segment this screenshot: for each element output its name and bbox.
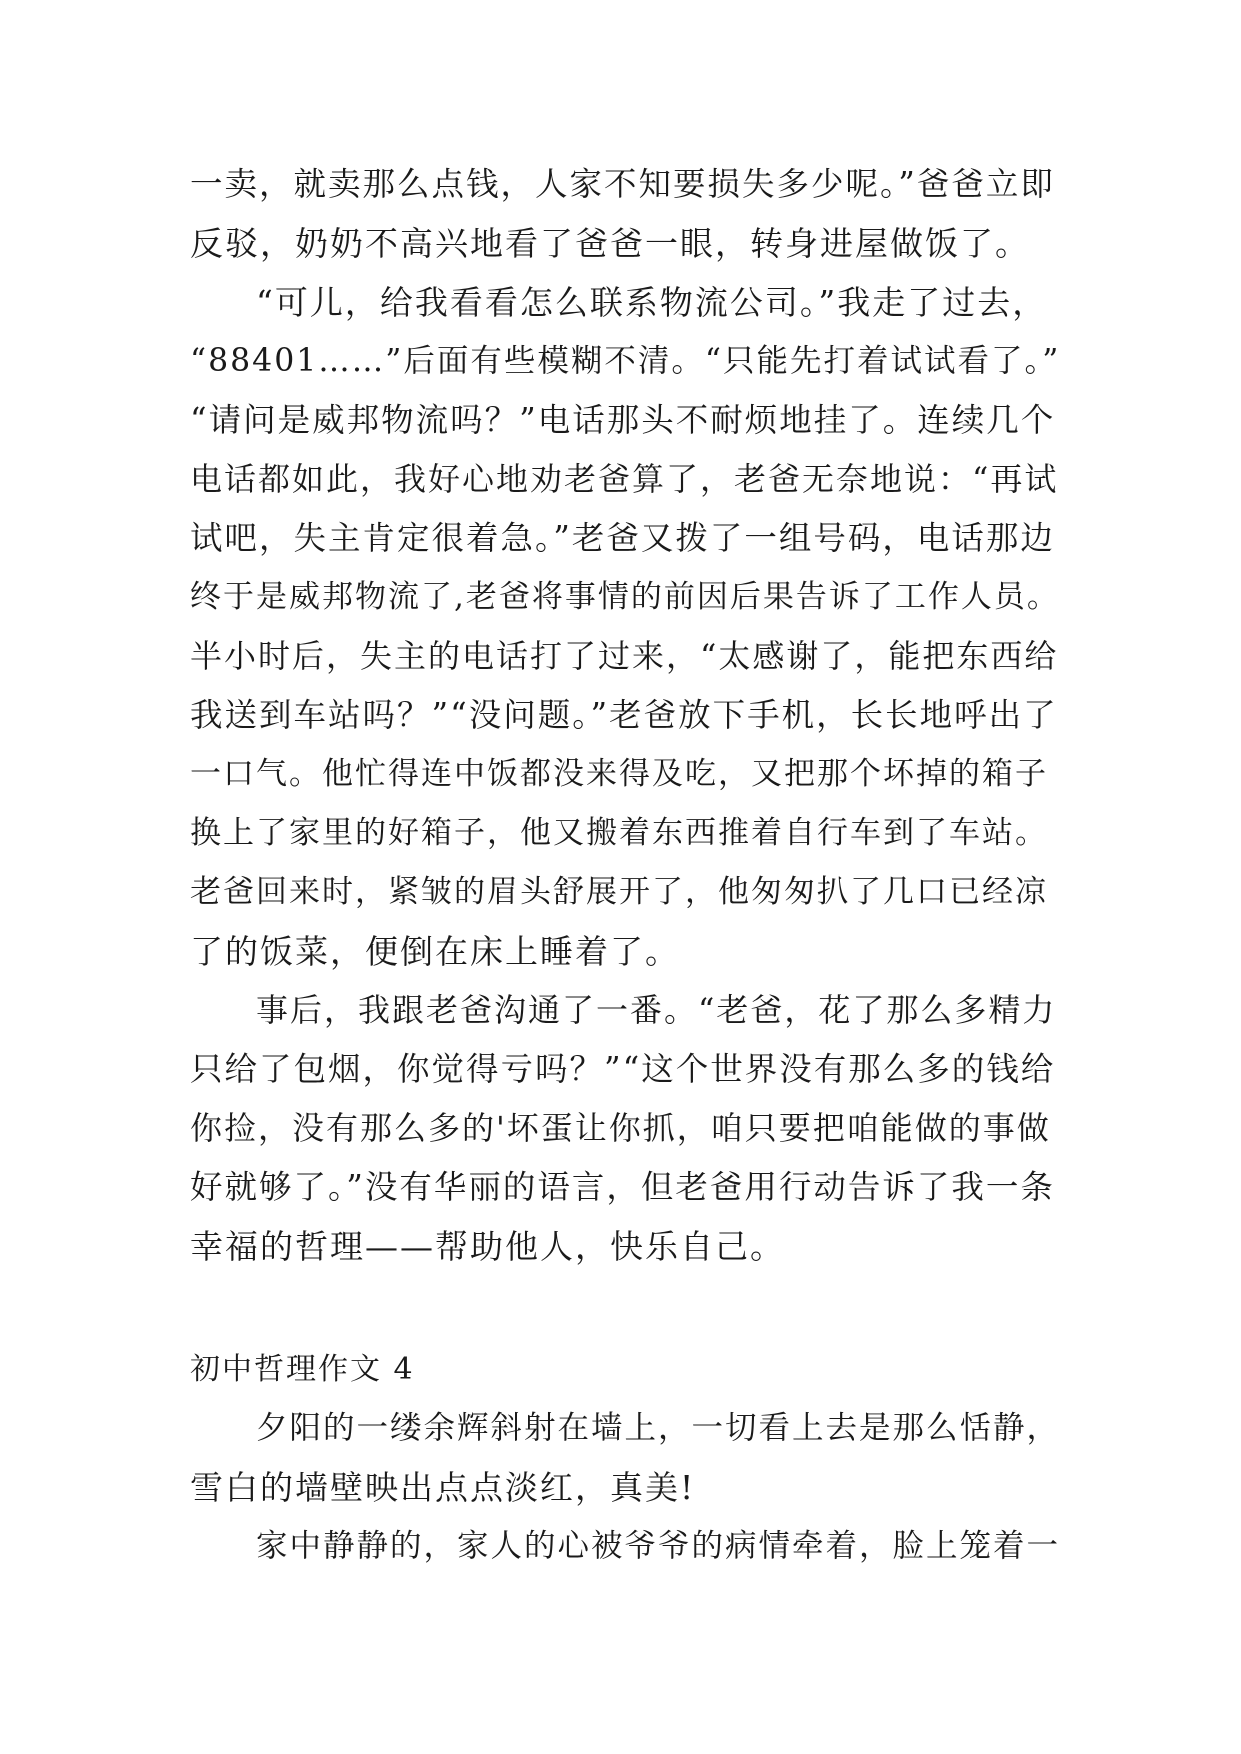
text-line: 终于是威邦物流了,老爸将事情的前因后果告诉了工作人员。 bbox=[190, 579, 1060, 615]
essay-body-continued bbox=[190, 155, 1060, 1276]
text-line: 好就够了。”没有华丽的语言，但老爸用行动告诉了我一条 bbox=[190, 1168, 1055, 1206]
text-line: 只给了包烟，你觉得亏吗？”“这个世界没有那么多的钱给 bbox=[190, 1050, 1056, 1088]
text-line: “请问是威邦物流吗？”电话那头不耐烦地挂了。连续几个 bbox=[190, 401, 1056, 439]
text-line: 反驳，奶奶不高兴地看了爸爸一眼，转身进屋做饭了。 bbox=[190, 224, 1030, 263]
text-line: 我送到车站吗？”“没问题。”老爸放下手机，长长地呼出了 bbox=[190, 696, 1058, 734]
text-line: 一卖，就卖那么点钱，人家不知要损失多少呢。”爸爸立即 bbox=[190, 165, 1055, 203]
text-line: 换上了家里的好箱子，他又搬着东西推着自行车到了车站。 bbox=[190, 815, 1048, 851]
text-line: 半小时后，失主的电话打了过来，“太感谢了，能把东西给 bbox=[190, 637, 1059, 675]
text-line: “88401……”后面有些模糊不清。“只能先打着试试看了。” bbox=[190, 343, 1061, 379]
text-line: 老爸回来时，紧皱的眉头舒展开了，他匆匆扒了几口已经凉 bbox=[190, 874, 1048, 910]
text-line: 家中静静的，家人的心被爷爷的病情牵着，脸上笼着一 bbox=[256, 1528, 1061, 1564]
text-line: 一口气。他忙得连中饭都没来得及吃，又把那个坏掉的箱子 bbox=[190, 756, 1048, 792]
text-line: 试吧，失主肯定很着急。”老爸又拨了一组号码，电话那边 bbox=[190, 519, 1055, 557]
text-line: 夕阳的一缕余辉斜射在墙上，一切看上去是那么恬静， bbox=[256, 1410, 1061, 1446]
text-line: 事后，我跟老爸沟通了一番。“老爸，花了那么多精力 bbox=[256, 991, 1057, 1029]
text-line: 你捡，没有那么多的'坏蛋让你抓，咱只要把咱能做的事做 bbox=[190, 1109, 1051, 1147]
text-line: “可儿，给我看看怎么联系物流公司。”我走了过去， bbox=[256, 283, 1048, 322]
text-line: 雪白的墙壁映出点点淡红，真美! bbox=[190, 1468, 696, 1507]
text-line: 了的饭菜，便倒在床上睡着了。 bbox=[190, 932, 680, 971]
text-line: 幸福的哲理——帮助他人，快乐自己。 bbox=[190, 1227, 785, 1266]
essay-heading: 初中哲理作文 4 bbox=[190, 1352, 415, 1387]
essay-4 bbox=[190, 1340, 1060, 1576]
text-line: 电话都如此，我好心地劝老爸算了，老爸无奈地说：“再试 bbox=[190, 460, 1059, 498]
